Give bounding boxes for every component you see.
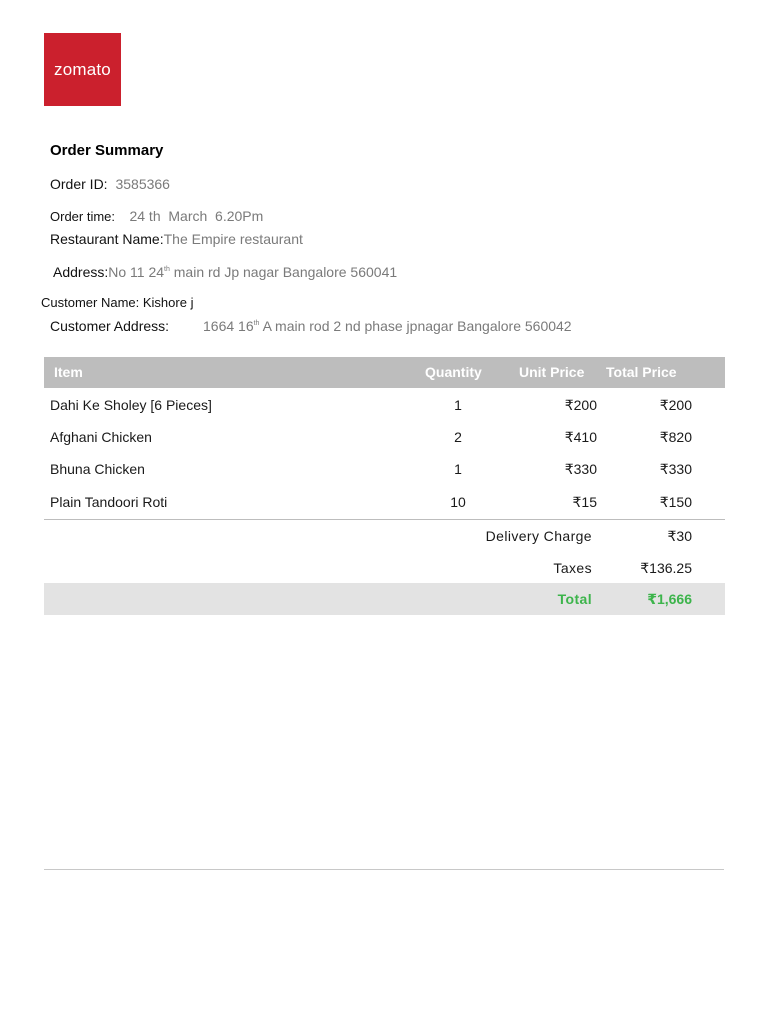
item-unit-price: ₹200: [564, 397, 597, 413]
item-name: Afghani Chicken: [50, 429, 152, 445]
order-time-line: [50, 208, 263, 226]
restaurant-label: Restaurant Name:: [50, 231, 164, 247]
address-line: [53, 264, 397, 280]
item-name: Plain Tandoori Roti: [50, 494, 168, 510]
logo-text: zomato: [54, 59, 111, 79]
item-total-price: ₹150: [659, 494, 692, 510]
header-quantity: Quantity: [425, 364, 482, 380]
item-unit-price: ₹330: [564, 461, 597, 477]
customer-name-line: [41, 295, 193, 310]
restaurant-line: [50, 231, 303, 247]
table-row: [44, 389, 725, 421]
item-unit-price: ₹15: [572, 494, 597, 510]
table-row: [44, 421, 725, 453]
total-label: Total: [557, 591, 592, 607]
order-id-label: Order ID:: [50, 176, 108, 192]
total-value: ₹1,666: [647, 591, 692, 607]
footer-divider: [44, 869, 724, 870]
taxes-value: ₹136.25: [640, 560, 692, 576]
delivery-charge-row: [44, 520, 725, 552]
item-total-price: ₹330: [659, 461, 692, 477]
header-unit-price: Unit Price: [519, 364, 585, 380]
order-id-value: 3585366: [115, 176, 170, 192]
restaurant-value: The Empire restaurant: [163, 231, 303, 247]
page-title: Order Summary: [50, 142, 164, 159]
order-id-line: [50, 176, 170, 192]
item-name: Dahi Ke Sholey [6 Pieces]: [50, 397, 212, 413]
address-label: Address:: [53, 264, 109, 280]
item-name: Bhuna Chicken: [50, 461, 145, 477]
order-time-value: 24 th March 6.20Pm: [129, 208, 264, 224]
header-item: Item: [54, 364, 83, 380]
taxes-row: [44, 552, 725, 584]
items-table-header: [44, 357, 725, 388]
item-quantity: 1: [454, 461, 462, 477]
item-quantity: 10: [450, 494, 466, 510]
item-unit-price: ₹410: [564, 429, 597, 445]
table-row: [44, 453, 725, 485]
order-time-label: Order time:: [50, 209, 116, 224]
item-quantity: 1: [454, 397, 462, 413]
item-quantity: 2: [454, 429, 462, 445]
header-total-price: Total Price: [606, 364, 677, 380]
delivery-charge-value: ₹30: [667, 528, 692, 544]
customer-name-value: Kishore j: [142, 295, 194, 310]
item-total-price: ₹820: [659, 429, 692, 445]
item-total-price: ₹200: [659, 397, 692, 413]
table-row: [44, 486, 725, 518]
customer-name-label: Customer Name:: [41, 295, 140, 310]
customer-address-line: [50, 318, 169, 334]
delivery-charge-label: Delivery Charge: [485, 528, 592, 544]
zomato-logo: [44, 33, 121, 106]
total-row: [44, 583, 725, 615]
customer-address-label: Customer Address:: [50, 318, 170, 334]
customer-address-value: 1664 16th A main rod 2 nd phase jpnagar Bangalore 560042: [203, 318, 572, 334]
address-value: No 11 24th main rd Jp nagar Bangalore 560041: [108, 264, 398, 280]
taxes-label: Taxes: [553, 560, 592, 576]
